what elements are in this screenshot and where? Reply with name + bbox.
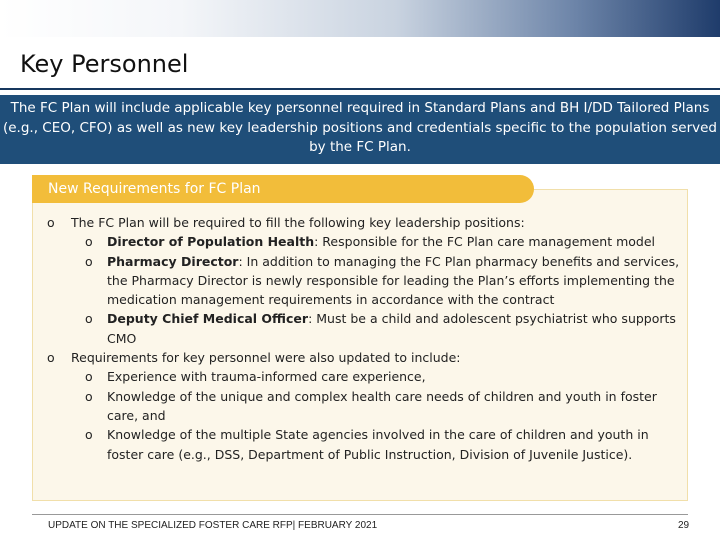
list-item-text: The FC Plan will be required to fill the following key leadership positions: — [71, 215, 525, 230]
position-description: : Must be a child and adolescent psychiatrist who supports CMO — [107, 311, 676, 346]
sub-list-item — [42, 232, 682, 251]
position-description: : Responsible for the FC Plan care management model — [314, 234, 655, 250]
list-item-text: Requirements for key personnel were also updated to include: — [71, 350, 461, 366]
requirement-text: Knowledge of the unique and complex health care needs of children and youth in foster care, and — [107, 388, 657, 423]
bullet-icon: o — [47, 350, 55, 366]
list-item — [42, 348, 682, 367]
list-item — [42, 213, 682, 232]
bullet-icon: o — [85, 388, 93, 404]
sub-list-item — [42, 425, 682, 464]
sub-list-item — [42, 309, 682, 348]
footer-divider — [32, 514, 688, 515]
page-title: Key Personnel — [20, 50, 189, 78]
requirements-heading: New Requirements for FC Plan — [48, 181, 261, 197]
requirements-heading-tab — [32, 175, 534, 203]
footer-text: UPDATE ON THE SPECIALIZED FOSTER CARE RFP| FEBRUARY 2021 — [48, 520, 378, 531]
position-label: Deputy Chief Medical Officer — [107, 311, 309, 327]
bullet-icon: o — [85, 311, 93, 327]
bullet-icon: o — [85, 369, 93, 385]
requirements-list — [42, 213, 682, 464]
intro-text: The FC Plan will include applicable key personnel required in Standard Plans and BH I/DD Tailored Plans (e.g., CEO, CFO) as well as new key leadership positions and credentials specific to the population served by the FC Plan. — [2, 100, 718, 155]
header-gradient-band — [0, 0, 720, 37]
bullet-icon: o — [47, 215, 55, 230]
position-label: Director of Population Health — [107, 234, 315, 250]
sub-list-item — [42, 387, 682, 426]
bullet-icon: o — [85, 427, 93, 443]
position-label: Pharmacy Director — [107, 253, 239, 269]
bullet-icon: o — [85, 253, 93, 269]
position-description: : In addition to managing the FC Plan pharmacy benefits and services, the Pharmacy Director is newly responsible for leading the Plan’s efforts implementing the medication management requirements in accordance with the contract — [107, 253, 680, 308]
sub-list-item — [42, 252, 682, 310]
requirement-text: Experience with trauma-informed care experience, — [107, 369, 426, 385]
intro-banner — [0, 95, 720, 164]
title-divider — [0, 88, 720, 90]
sub-list-item — [42, 367, 682, 386]
page-number: 29 — [678, 520, 690, 531]
bullet-icon: o — [85, 234, 93, 250]
requirement-text: Knowledge of the multiple State agencies involved in the care of children and youth in foster care (e.g., DSS, Department of Public Instruction, Division of Juvenile Justice). — [107, 427, 649, 462]
